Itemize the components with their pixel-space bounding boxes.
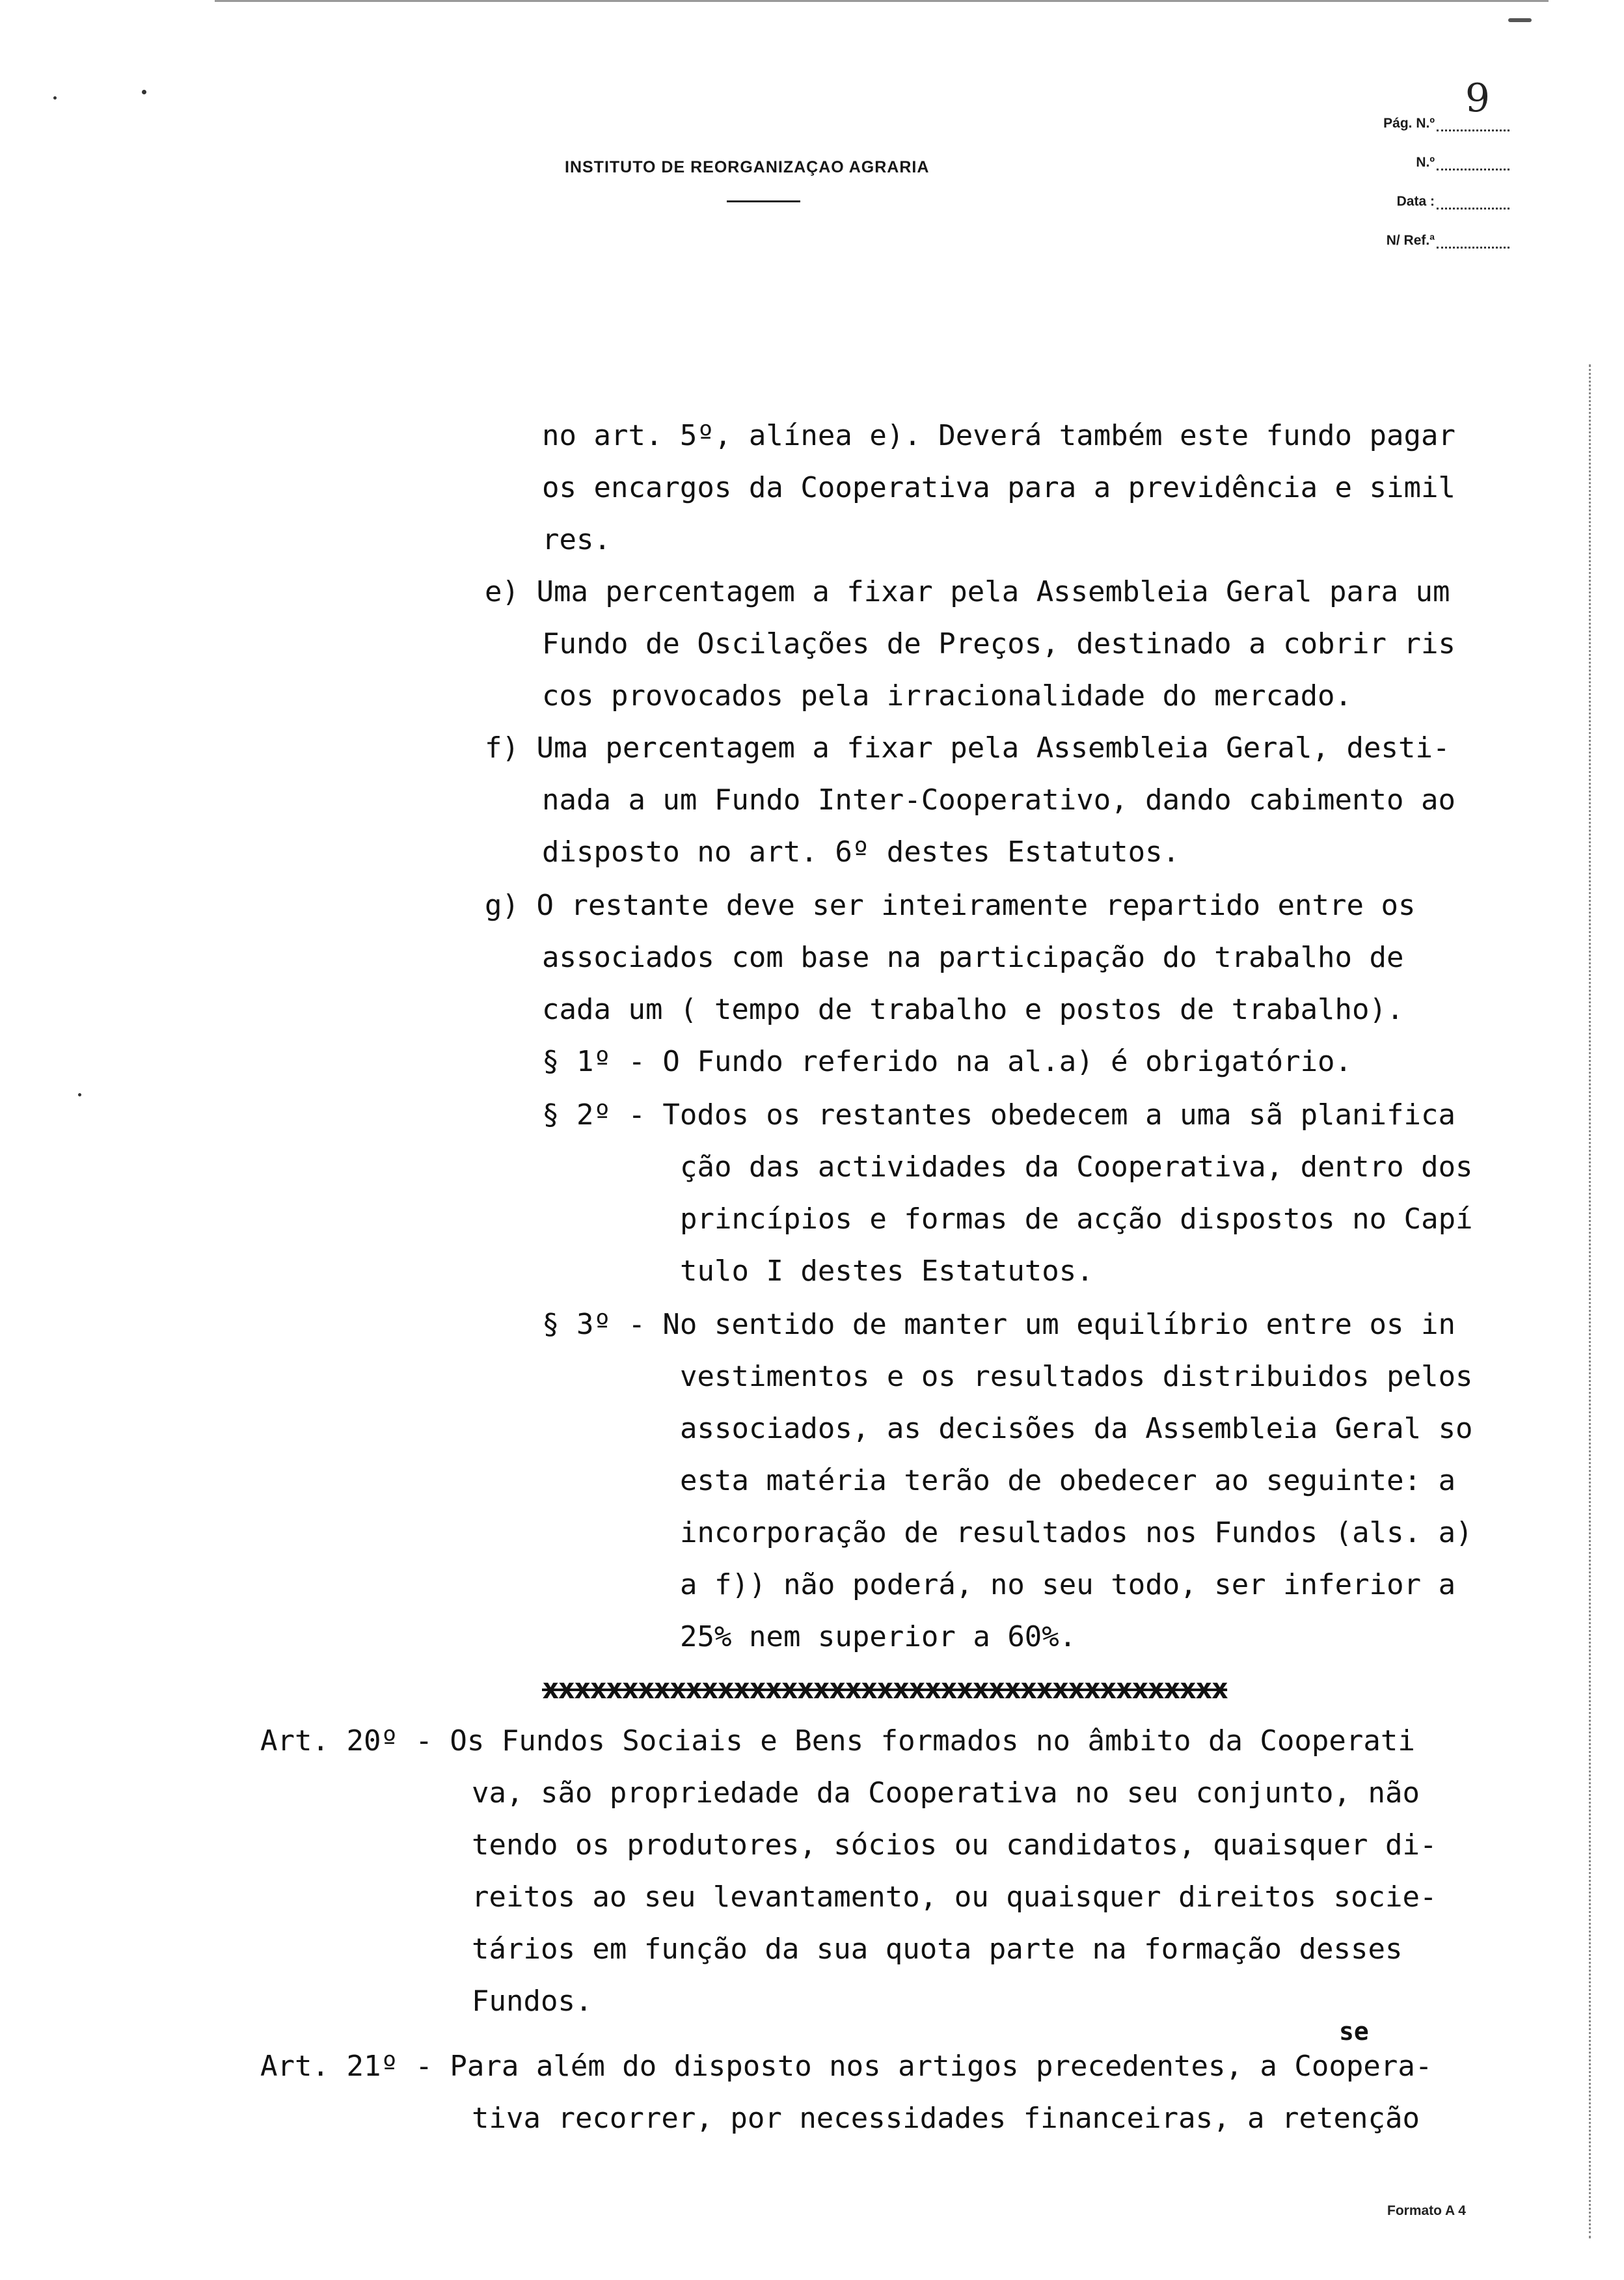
top-rule — [215, 0, 1549, 2]
text-line: tulo I destes Estatutos. — [680, 1255, 1094, 1288]
text-line: vestimentos e os resultados distribuidos pelos — [680, 1360, 1473, 1393]
text-line: disposto no art. 6º destes Estatutos. — [542, 835, 1180, 869]
text-line: 25% nem superior a 60%. — [680, 1620, 1077, 1653]
page-number-dots — [1437, 129, 1509, 131]
text-line: tiva recorrer, por necessidades financeiras, a retenção — [472, 2102, 1420, 2135]
scan-speck — [78, 1093, 81, 1096]
text-line: res. — [542, 523, 611, 556]
text-line: reitos ao seu levantamento, ou quaisquer direitos socie- — [472, 1880, 1437, 1914]
page-number-field — [1301, 75, 1509, 134]
text-line-paragraph-2: § 2º - Todos os restantes obedecem a uma sã planifica — [542, 1098, 1455, 1132]
scan-edge-noise — [1589, 364, 1595, 2238]
text-line: Fundos. — [472, 1985, 593, 2018]
text-line: tendo os produtores, sócios ou candidatos, quaisquer di- — [472, 1828, 1437, 1862]
text-line: esta matéria terão de obedecer ao seguinte: a — [680, 1464, 1456, 1497]
date-field — [1301, 194, 1509, 212]
paper-format-label: Formato A 4 — [1387, 2203, 1466, 2218]
text-line-item-f: f) Uma percentagem a fixar pela Assembleia Geral, desti- — [485, 731, 1450, 765]
text-line: cada um ( tempo de trabalho e postos de trabalho). — [542, 993, 1404, 1026]
number-label: N.º — [1416, 155, 1435, 170]
reference-field — [1301, 233, 1509, 251]
date-dots — [1437, 208, 1509, 210]
text-line-paragraph-3: § 3º - No sentido de manter um equilíbrio entre os in — [542, 1308, 1455, 1341]
text-line: princípios e formas de acção dispostos no Capí — [680, 1202, 1473, 1236]
scan-speck — [53, 96, 57, 100]
page-number-label: Pág. N.º — [1383, 116, 1435, 131]
text-line: nada a um Fundo Inter-Cooperativo, dando cabimento ao — [542, 783, 1455, 817]
inserted-word: se — [1339, 2017, 1369, 2046]
institute-name: INSTITUTO DE REORGANIZAÇAO AGRARIA — [565, 158, 930, 176]
text-line: va, são propriedade da Cooperativa no seu conjunto, não — [472, 1776, 1420, 1810]
text-line: associados, as decisões da Assembleia Geral so — [680, 1412, 1473, 1445]
number-dots — [1437, 169, 1509, 170]
scan-speck — [142, 90, 146, 94]
institute-underline — [727, 200, 800, 202]
reference-dots — [1437, 247, 1509, 249]
text-line: os encargos da Cooperativa para a previdência e simil — [542, 471, 1455, 504]
date-label: Data : — [1396, 194, 1435, 209]
text-line: ção das actividades da Cooperativa, dentro dos — [680, 1150, 1473, 1184]
text-line: incorporação de resultados nos Fundos (als. a) — [680, 1516, 1473, 1549]
text-line-item-g: g) O restante deve ser inteiramente repartido entre os — [485, 889, 1416, 922]
reference-label: N/ Ref.ª — [1386, 233, 1435, 248]
text-line: cos provocados pela irracionalidade do mercado. — [542, 679, 1353, 712]
scan-speck — [1508, 18, 1532, 22]
text-line-paragraph-1: § 1º - O Fundo referido na al.a) é obrigatório. — [542, 1045, 1353, 1078]
text-line-item-e: e) Uma percentagem a fixar pela Assembleia Geral para um — [485, 575, 1450, 608]
page-number-value: 9 — [1465, 75, 1490, 121]
text-line: associados com base na participação do trabalho de — [542, 941, 1404, 974]
text-line-article-20: Art. 20º - Os Fundos Sociais e Bens formados no âmbito da Cooperati — [260, 1724, 1415, 1758]
text-line: tários em função da sua quota parte na formação desses — [472, 1933, 1403, 1966]
number-field — [1301, 155, 1509, 173]
text-line: Fundo de Oscilações de Preços, destinado a cobrir ris — [542, 627, 1455, 660]
text-line-article-21: Art. 21º - Para além do disposto nos artigos precedentes, a Coopera- — [260, 2050, 1433, 2083]
text-line: no art. 5º, alínea e). Deverá também este fundo pagar — [542, 419, 1455, 452]
struck-through-line: xxxxxxxxxxxxxxxxxxxxxxxxxxxxxxxxxxxxxxxxxxx — [542, 1672, 1228, 1705]
text-line: a f)) não poderá, no seu todo, ser inferior a — [680, 1568, 1456, 1601]
